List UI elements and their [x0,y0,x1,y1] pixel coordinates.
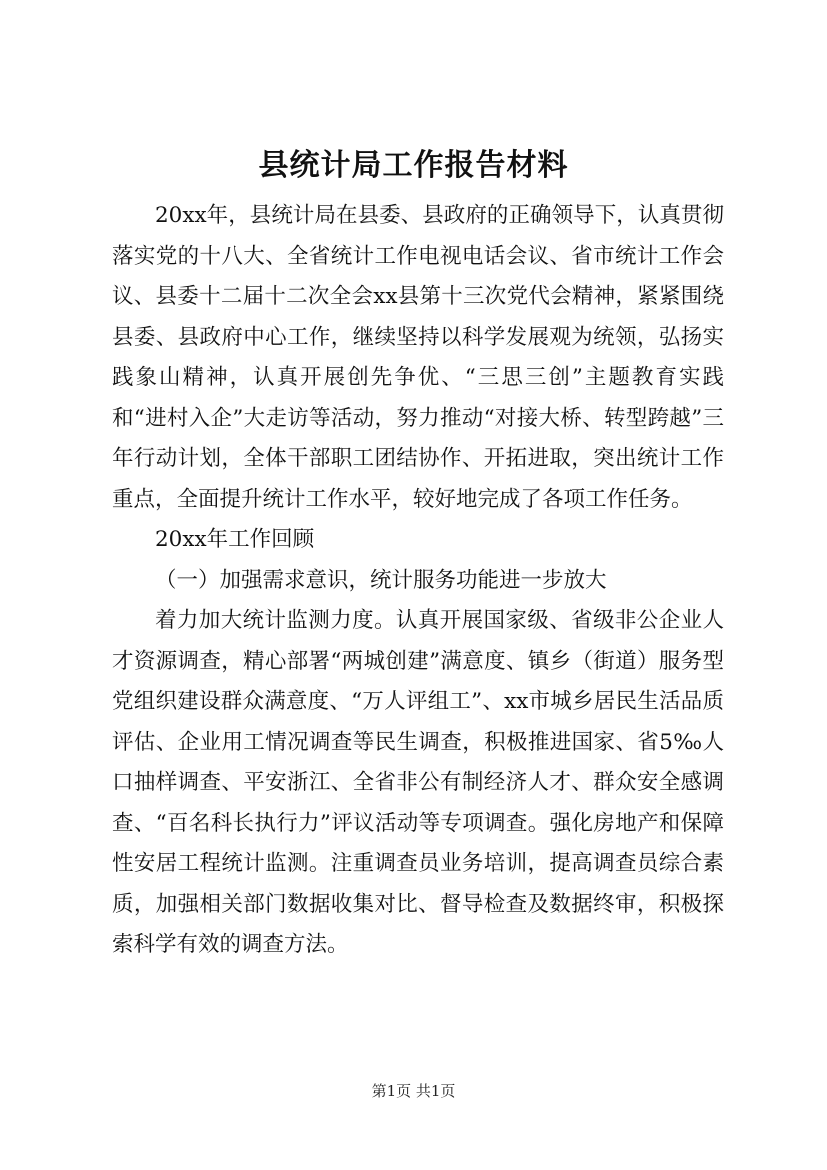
document-title: 县统计局工作报告材料 [258,148,569,183]
body-paragraph: 着力加大统计监测力度。认真开展国家级、省级非公企业人才资源调查，精心部署“两城创建”满意度、镇乡（街道）服务型党组织建设群众满意度、“万人评组工”、xx市城乡居民生活品质评估、企业用工情况调查等民生调查，积极推进国家、省5‰人口抽样调查、平安浙江、全省非公有制经济人才、群众安全感调查、“百名科长执行力”评议活动等专项调查。强化房地产和保障性安居工程统计监测。注重调查员业务培训，提高调查员综合素质，加强相关部门数据收集对比、督导检查及数据终审，积极探索科学有效的调查方法。 [112,608,724,957]
intro-paragraph: 20xx年，县统计局在县委、县政府的正确领导下，认真贯彻落实党的十八大、全省统计工作电视电话会议、省市统计工作会议、县委十二届十二次全会xx县第十三次党代会精神，紧紧围绕县委、县政府中心工作，继续坚持以科学发展观为统领，弘扬实践象山精神，认真开展创先争优、“三思三创”主题教育实践和“进村入企”大走访等活动，努力推动“对接大桥、转型跨越”三年行动计划，全体干部职工团结协作、开拓进取，突出统计工作重点，全面提升统计工作水平，较好地完成了各项工作任务。 [112,203,724,512]
page-footer: 第1页 共1页 [371,1082,456,1100]
subsection-heading: （一）加强需求意识，统计服务功能进一步放大 [155,567,607,593]
section-heading: 20xx年工作回顾 [155,527,315,552]
document-body [112,196,724,966]
